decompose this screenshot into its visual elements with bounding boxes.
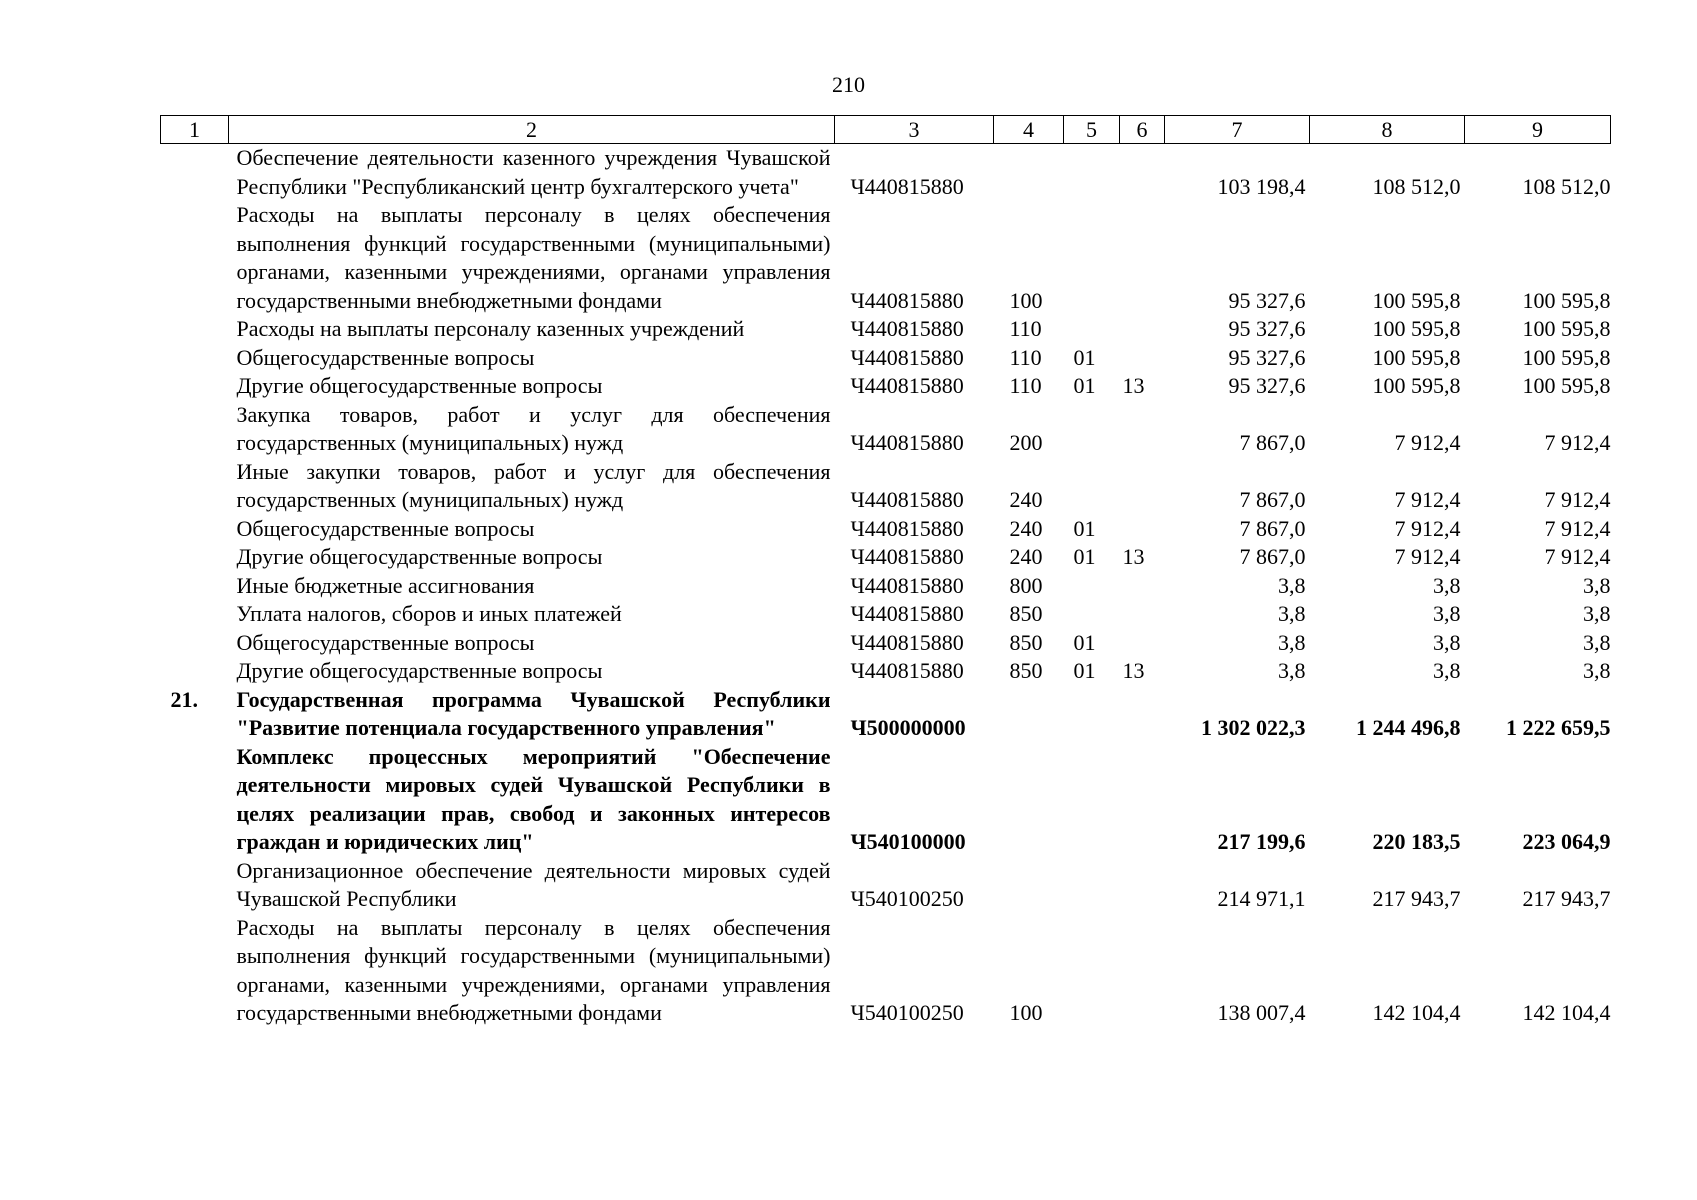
subsection-code <box>1120 201 1165 315</box>
amount-year-3: 7 912,4 <box>1544 544 1611 569</box>
amount-year-1: 7 867,0 <box>1239 515 1306 541</box>
table-row <box>161 401 1611 458</box>
column-header-5: 5 <box>1064 116 1120 144</box>
row-number <box>161 401 229 458</box>
row-description: Общегосударственные вопросы <box>236 344 535 370</box>
amount-year-2: 3,8 <box>1433 601 1461 626</box>
row-number <box>161 629 229 658</box>
section-code <box>1064 743 1120 857</box>
section-code <box>1064 144 1120 202</box>
amount-year-3: 100 595,8 <box>1522 316 1611 341</box>
subsection-code: 13 <box>1122 373 1145 398</box>
expense-type-code: 240 <box>1009 487 1043 512</box>
section-code: 01 <box>1073 658 1096 683</box>
table-row <box>161 543 1611 572</box>
amount-year-3: 7 912,4 <box>1544 487 1611 512</box>
target-article-code: Ч440815880 <box>850 487 964 512</box>
section-code <box>1064 686 1120 743</box>
row-number <box>161 201 229 315</box>
row-description: Комплекс процессных мероприятий "Обеспечение деятельности мировых судей Чувашской Республики в целях реализации прав, свобод и законных интересов граждан и юридических лиц" <box>236 743 831 854</box>
amount-year-2: 7 912,4 <box>1394 544 1461 569</box>
row-number <box>161 515 229 544</box>
expense-type-code: 850 <box>1009 629 1043 655</box>
row-description: Иные закупки товаров, работ и услуг для обеспечения государственных (муниципальных) нужд <box>236 458 831 512</box>
row-description: Другие общегосударственные вопросы <box>236 658 603 683</box>
amount-year-1: 7 867,0 <box>1239 487 1306 512</box>
target-article-code: Ч440815880 <box>850 430 964 455</box>
amount-year-2: 108 512,0 <box>1372 173 1461 199</box>
amount-year-1: 95 327,6 <box>1228 344 1306 370</box>
subsection-code <box>1120 315 1165 344</box>
subsection-code <box>1120 458 1165 515</box>
page-number: 210 <box>832 72 865 97</box>
amount-year-3: 217 943,7 <box>1522 886 1611 911</box>
table-row <box>161 600 1611 629</box>
section-code: 01 <box>1073 544 1096 569</box>
table-row <box>161 144 1611 202</box>
expense-type-code: 240 <box>1009 515 1043 541</box>
amount-year-1: 3,8 <box>1278 658 1306 683</box>
expense-type-code: 110 <box>1009 373 1042 398</box>
amount-year-3: 100 595,8 <box>1522 287 1611 313</box>
table-header <box>161 116 1611 144</box>
amount-year-1: 1 302 022,3 <box>1201 715 1306 740</box>
row-description: Общегосударственные вопросы <box>236 515 535 541</box>
amount-year-3: 3,8 <box>1583 658 1611 683</box>
amount-year-2: 3,8 <box>1433 572 1461 598</box>
expense-type-code: 850 <box>1009 658 1043 683</box>
target-article-code: Ч440815880 <box>850 601 964 626</box>
expense-type-code <box>994 686 1064 743</box>
row-number <box>161 458 229 515</box>
expense-type-code: 110 <box>1009 344 1042 370</box>
section-code: 01 <box>1073 629 1096 655</box>
amount-year-1: 95 327,6 <box>1228 287 1306 313</box>
subsection-code <box>1120 144 1165 202</box>
subsection-code: 13 <box>1122 544 1145 569</box>
row-description: Расходы на выплаты персоналу в целях обеспечения выполнения функций государственными (муниципальными) органами, казенными учреждениями, органами управления государственными внебюджетными фондами <box>236 914 831 1025</box>
section-code <box>1064 401 1120 458</box>
amount-year-2: 142 104,4 <box>1372 1000 1461 1025</box>
table-row <box>161 515 1611 544</box>
amount-year-3: 100 595,8 <box>1522 344 1611 370</box>
row-number <box>161 600 229 629</box>
target-article-code: Ч440815880 <box>850 515 964 541</box>
expense-type-code <box>994 743 1064 857</box>
row-number <box>161 657 229 686</box>
table-row <box>161 315 1611 344</box>
row-number <box>161 543 229 572</box>
amount-year-1: 217 199,6 <box>1217 829 1306 854</box>
expense-type-code <box>994 857 1064 914</box>
expense-type-code: 100 <box>1009 287 1043 313</box>
table-row <box>161 657 1611 686</box>
row-number <box>161 344 229 373</box>
subsection-code <box>1120 743 1165 857</box>
section-code: 01 <box>1073 344 1096 370</box>
target-article-code: Ч440815880 <box>850 544 964 569</box>
section-code <box>1064 572 1120 601</box>
target-article-code: Ч440815880 <box>850 316 964 341</box>
subsection-code <box>1120 515 1165 544</box>
target-article-code: Ч540100250 <box>850 886 964 911</box>
column-header-1: 1 <box>161 116 229 144</box>
section-code <box>1064 458 1120 515</box>
table-row <box>161 629 1611 658</box>
amount-year-1: 103 198,4 <box>1217 173 1306 199</box>
amount-year-2: 100 595,8 <box>1372 373 1461 398</box>
section-code <box>1064 315 1120 344</box>
amount-year-3: 1 222 659,5 <box>1506 715 1611 740</box>
section-code: 01 <box>1073 515 1096 541</box>
amount-year-3: 3,8 <box>1583 572 1611 598</box>
subsection-code <box>1120 686 1165 743</box>
amount-year-1: 7 867,0 <box>1239 430 1306 455</box>
expense-type-code: 800 <box>1009 572 1043 598</box>
budget-table <box>160 115 1611 1028</box>
amount-year-2: 7 912,4 <box>1394 430 1461 455</box>
table-row <box>161 572 1611 601</box>
section-code <box>1064 201 1120 315</box>
expense-type-code: 110 <box>1009 316 1042 341</box>
column-header-2: 2 <box>229 116 835 144</box>
table-row <box>161 372 1611 401</box>
subsection-code <box>1120 344 1165 373</box>
row-description: Обеспечение деятельности казенного учреждения Чувашской Республики "Республиканский центр бухгалтерского учета" <box>236 145 831 199</box>
subsection-code <box>1120 857 1165 914</box>
column-header-9: 9 <box>1465 116 1611 144</box>
column-header-7: 7 <box>1165 116 1310 144</box>
row-description: Организационное обеспечение деятельности мировых судей Чувашской Республики <box>236 857 831 911</box>
table-row <box>161 686 1611 743</box>
amount-year-3: 3,8 <box>1583 601 1611 626</box>
section-code: 01 <box>1073 373 1096 398</box>
expense-type-code: 200 <box>1009 430 1043 455</box>
row-description: Общегосударственные вопросы <box>236 629 535 655</box>
row-description: Иные бюджетные ассигнования <box>236 572 535 598</box>
row-number <box>161 743 229 857</box>
row-description: Уплата налогов, сборов и иных платежей <box>236 601 622 626</box>
amount-year-3: 223 064,9 <box>1522 829 1611 854</box>
row-description: Другие общегосударственные вопросы <box>236 544 603 569</box>
subsection-code <box>1120 629 1165 658</box>
amount-year-3: 100 595,8 <box>1522 373 1611 398</box>
table-row <box>161 201 1611 315</box>
row-number <box>161 372 229 401</box>
section-code <box>1064 914 1120 1028</box>
subsection-code <box>1120 914 1165 1028</box>
column-header-6: 6 <box>1120 116 1165 144</box>
amount-year-3: 7 912,4 <box>1544 430 1611 455</box>
target-article-code: Ч540100250 <box>850 1000 964 1025</box>
subsection-code: 13 <box>1122 658 1145 683</box>
amount-year-1: 7 867,0 <box>1239 544 1306 569</box>
expense-type-code: 240 <box>1009 544 1043 569</box>
row-description: Закупка товаров, работ и услуг для обеспечения государственных (муниципальных) нужд <box>236 401 831 455</box>
row-description: Другие общегосударственные вопросы <box>236 373 603 398</box>
amount-year-2: 100 595,8 <box>1372 344 1461 370</box>
row-number <box>161 857 229 914</box>
row-number: 21. <box>170 686 198 712</box>
amount-year-2: 7 912,4 <box>1394 515 1461 541</box>
target-article-code: Ч440815880 <box>850 173 964 199</box>
amount-year-1: 3,8 <box>1278 629 1306 655</box>
section-code <box>1064 600 1120 629</box>
subsection-code <box>1120 572 1165 601</box>
table-row <box>161 857 1611 914</box>
row-number <box>161 144 229 202</box>
header-row <box>161 116 1611 144</box>
target-article-code: Ч440815880 <box>850 658 964 683</box>
subsection-code <box>1120 600 1165 629</box>
subsection-code <box>1120 401 1165 458</box>
row-number <box>161 315 229 344</box>
row-description: Государственная программа Чувашской Республики "Развитие потенциала государственного управления" <box>236 686 831 740</box>
target-article-code: Ч540100000 <box>850 829 966 854</box>
amount-year-3: 142 104,4 <box>1522 1000 1611 1025</box>
table-row <box>161 344 1611 373</box>
column-header-4: 4 <box>994 116 1064 144</box>
amount-year-3: 3,8 <box>1583 629 1611 655</box>
section-code <box>1064 857 1120 914</box>
amount-year-2: 220 183,5 <box>1372 829 1461 854</box>
table-row <box>161 914 1611 1028</box>
amount-year-1: 3,8 <box>1278 601 1306 626</box>
row-number <box>161 914 229 1028</box>
amount-year-2: 7 912,4 <box>1394 487 1461 512</box>
row-number <box>161 572 229 601</box>
amount-year-1: 95 327,6 <box>1228 373 1306 398</box>
amount-year-2: 100 595,8 <box>1372 287 1461 313</box>
column-header-8: 8 <box>1310 116 1465 144</box>
target-article-code: Ч440815880 <box>850 572 964 598</box>
amount-year-1: 214 971,1 <box>1217 886 1306 911</box>
expense-type-code <box>994 144 1064 202</box>
table-row <box>161 458 1611 515</box>
amount-year-1: 138 007,4 <box>1217 1000 1306 1025</box>
row-description: Расходы на выплаты персоналу в целях обеспечения выполнения функций государственными (муниципальными) органами, казенными учреждениями, органами управления государственными внебюджетными фондами <box>236 202 831 313</box>
amount-year-2: 3,8 <box>1433 658 1461 683</box>
row-description: Расходы на выплаты персоналу казенных учреждений <box>236 316 745 341</box>
amount-year-2: 3,8 <box>1433 629 1461 655</box>
amount-year-3: 7 912,4 <box>1544 515 1611 541</box>
target-article-code: Ч440815880 <box>850 344 964 370</box>
amount-year-2: 100 595,8 <box>1372 316 1461 341</box>
expense-type-code: 850 <box>1009 601 1043 626</box>
column-header-3: 3 <box>835 116 994 144</box>
amount-year-1: 95 327,6 <box>1228 316 1306 341</box>
amount-year-3: 108 512,0 <box>1522 173 1611 199</box>
target-article-code: Ч500000000 <box>850 715 966 740</box>
target-article-code: Ч440815880 <box>850 373 964 398</box>
table-row <box>161 743 1611 857</box>
table-body <box>161 144 1611 1028</box>
amount-year-2: 1 244 496,8 <box>1356 715 1461 740</box>
target-article-code: Ч440815880 <box>850 287 964 313</box>
amount-year-2: 217 943,7 <box>1372 886 1461 911</box>
expense-type-code: 100 <box>1009 1000 1043 1025</box>
amount-year-1: 3,8 <box>1278 572 1306 598</box>
target-article-code: Ч440815880 <box>850 629 964 655</box>
